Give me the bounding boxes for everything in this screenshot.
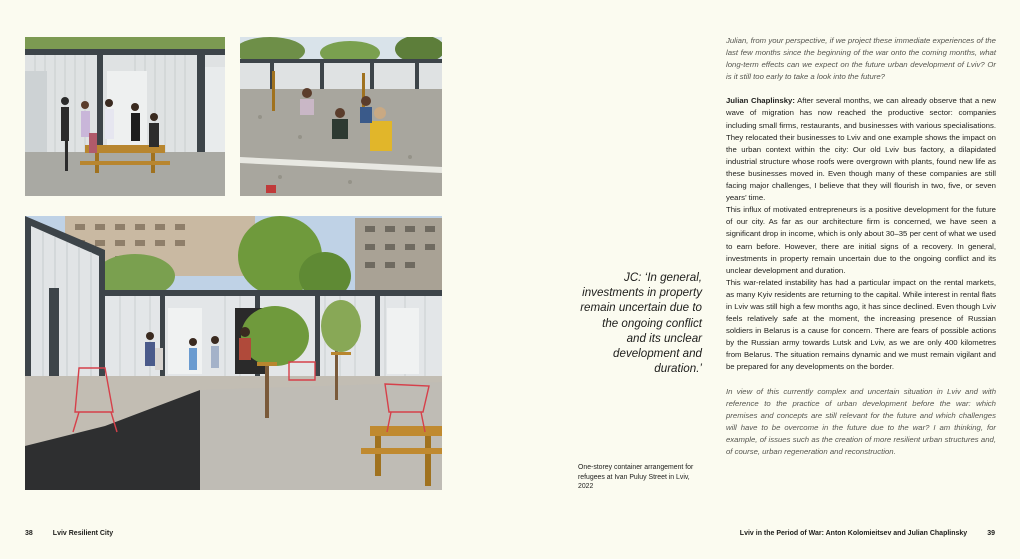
photo-container-courtyard (25, 216, 442, 490)
footer-right (740, 530, 995, 537)
interview-question-2: In view of this currently complex and uncertain situation in Lviv and with reference to the practice of urban development before the war: which premises and concepts are still relevant for the future and which challenges will have to be overcome in the future due to the war? I am thinking, for example, of issues such as the creation of more resilient urban structures and, of course, urban regeneration and reconstruction. (726, 386, 996, 456)
footer-left (25, 530, 113, 537)
running-title-right: Lviv in the Period of War: Anton Kolomieitsev and Julian Chaplinsky (739, 530, 968, 537)
photo-families-containers (25, 37, 225, 196)
page-number-right: 39 (987, 530, 995, 537)
running-title-left: Lviv Resilient City (52, 530, 114, 537)
interview-question-1: Julian, from your perspective, if we project these immediate experiences of the last few months since the beginning of the war onto the coming months, what long-term effects can we expect on the future urban development of Lviv? Or is it still too early to take a look into the future? (726, 36, 996, 82)
speaker-name: Julian Chaplinsky: (726, 96, 795, 106)
answer-text-1: After several months, we can already observe that a new wave of migration has now reached the productive sector: companies including small firms, restaurants, and businesses with various specialisations. They relocated their businesses to Lviv and one example shows the impact on the urban context within the city: Our old Lviv bus factory, a dilapidated industrial structure whose roofs were overgrown with plants, found new life as these businesses moved in. Even though many of these companies are still facing major challenges, I believe that they will flourish in two, five, or seven years’ time. (726, 96, 996, 203)
interview-text-column (726, 35, 996, 458)
photo-caption: One-storey container arrangement for refugees at Ivan Puluy Street in Lviv, 2022 (578, 464, 694, 490)
photo-children-playing (240, 37, 442, 196)
pull-quote: JC: ‘In general, investments in property remain uncertain due to the ongoing conflict and its unclear development and duration.’ (580, 271, 702, 376)
page-number-left: 38 (25, 530, 33, 537)
answer-paragraph-2: This influx of motivated entrepreneurs is a positive development for the future of our city. As far as our architecture firm is concerned, we have seen a significant drop in income, which is only about 30–35 per cent of what we used to earn before. However, there are initial signs of a recovery. In general, investments in property remain uncertain due to the ongoing conflict and its unclear development and duration. (726, 205, 996, 275)
answer-paragraph-3: This war-related instability has had a particular impact on the rental markets, as many Kyiv residents are returning to the capital. While interest in rental flats in Lviv was still high a few months ago, it has since declined. Even though Lviv feels relatively safe at the moment, the increasing presence of Russian soldiers in Belarus is a cause for concern. There are fears of possible actions by the Russian army towards Lutsk and Lviv, as we are only 400 kilometres from Belarus. The situation remains dynamic and we must remain vigilant and be prepared for any developments on the border. (726, 277, 996, 372)
answer-paragraph-1 (726, 95, 996, 204)
